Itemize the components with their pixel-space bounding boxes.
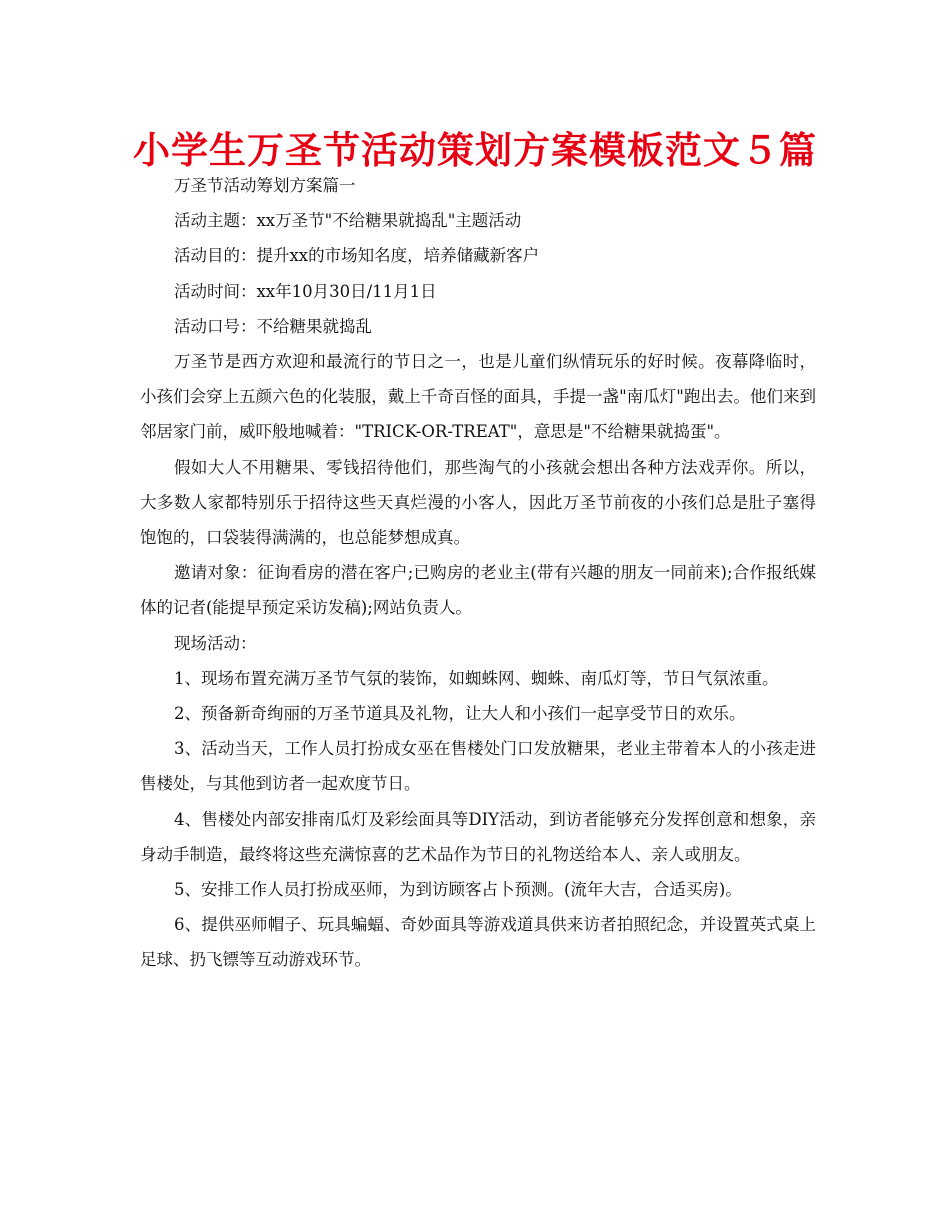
document-title: 小学生万圣节活动策划方案模板范文５篇	[133, 129, 817, 172]
activity-slogan: 活动口号：不给糖果就捣乱	[174, 316, 372, 336]
paragraph-intro: 万圣节是西方欢迎和最流行的节日之一，也是儿童们纵情玩乐的好时候。夜幕降临时，小孩们会穿上五颜六色的化装服，戴上千奇百怪的面具，手提一盏"南瓜灯"跑出去。他们来到邻居家门前，威吓般地喊着："TRICK-OR-TREAT"，意思是"不给糖果就捣蛋"。	[140, 352, 816, 442]
list-item: 4、售楼处内部安排南瓜灯及彩绘面具等DIY活动，到访者能够充分发挥创意和想象，亲身动手制造，最终将这些充满惊喜的艺术品作为节日的礼物送给本人、亲人或朋友。	[140, 809, 816, 864]
list-item: 3、活动当天，工作人员打扮成女巫在售楼处门口发放糖果，老业主带着本人的小孩走进售楼处，与其他到访者一起欢度节日。	[140, 739, 816, 794]
section-heading: 万圣节活动筹划方案篇一	[174, 176, 356, 195]
document-body	[140, 168, 816, 978]
list-item: 5、安排工作人员打扮成巫师，为到访顾客占卜预测。(流年大吉，合适买房)。	[174, 880, 742, 900]
activity-time: 活动时间：xx年10月30日/11月1日	[174, 281, 437, 301]
list-item: 6、提供巫师帽子、玩具蝙蝠、奇妙面具等游戏道具供来访者拍照纪念，并设置英式桌上足球、扔飞镖等互动游戏环节。	[140, 915, 816, 970]
list-item: 1、现场布置充满万圣节气氛的装饰，如蜘蛛网、蜘蛛、南瓜灯等，节日气氛浓重。	[174, 668, 779, 688]
invitation-targets: 邀请对象：征询看房的潜在客户;已购房的老业主(带有兴趣的朋友一同前来);合作报纸媒体的记者(能提早预定采访发稿);网站负责人。	[140, 563, 816, 618]
onsite-activities-heading: 现场活动：	[174, 633, 257, 653]
paragraph-tricks: 假如大人不用糖果、零钱招待他们，那些淘气的小孩就会想出各种方法戏弄你。所以，大多数人家都特别乐于招待这些天真烂漫的小客人，因此万圣节前夜的小孩们总是肚子塞得饱饱的，口袋装得满满的，也总能梦想成真。	[140, 457, 816, 548]
activity-theme: 活动主题：xx万圣节"不给糖果就捣乱"主题活动	[174, 211, 522, 231]
list-item: 2、预备新奇绚丽的万圣节道具及礼物，让大人和小孩们一起享受节日的欢乐。	[174, 704, 746, 724]
activity-purpose: 活动目的：提升xx的市场知名度，培养储藏新客户	[174, 246, 540, 266]
